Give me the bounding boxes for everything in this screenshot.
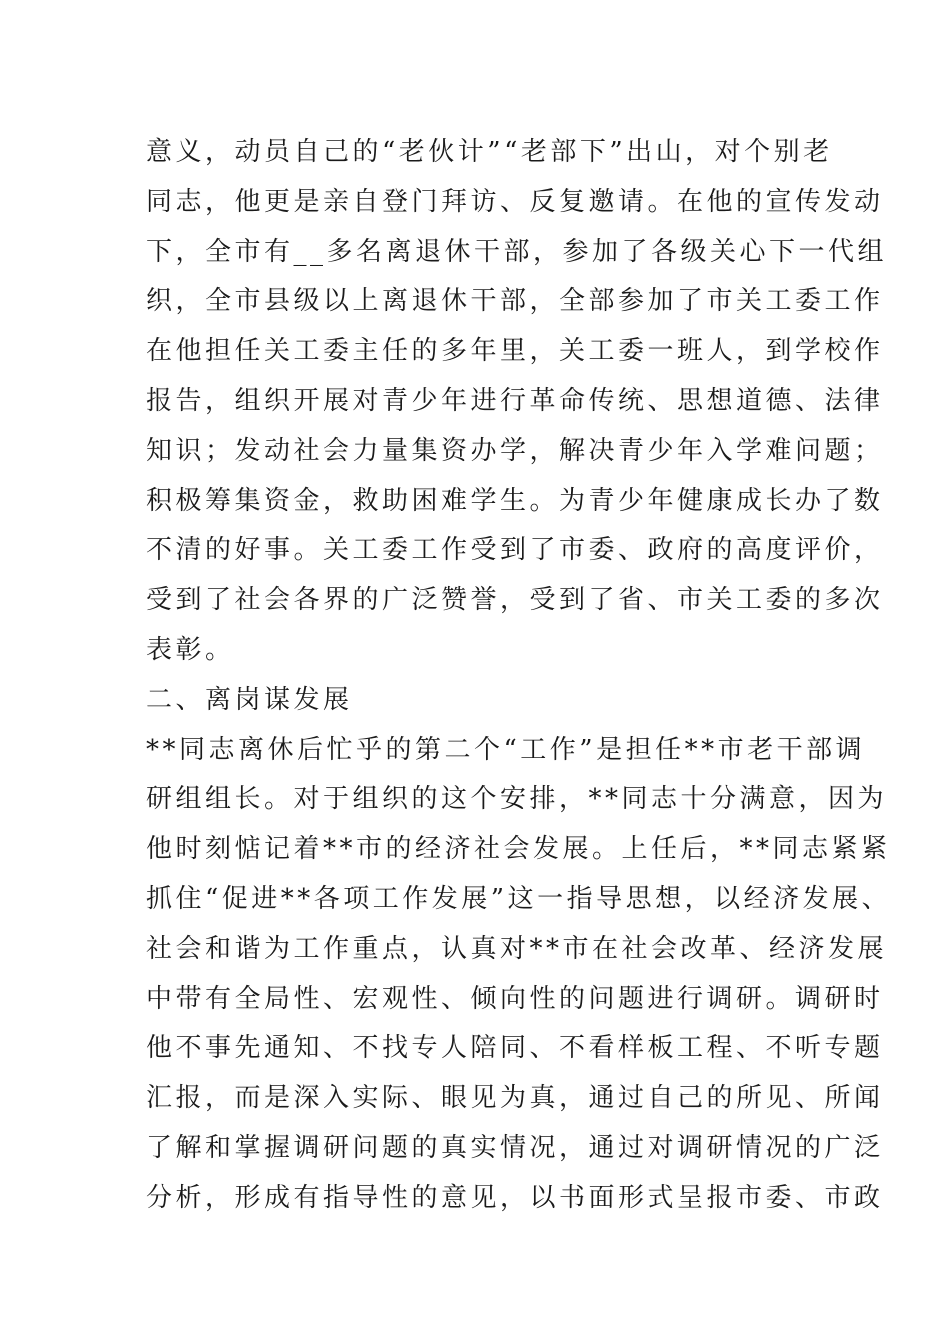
text-line: 知识；发动社会力量集资办学，解决青少年入学难问题； [146,435,884,466]
text-line: 意义，动员自己的“老伙计”“老部下”出山，对个别老 [146,137,833,167]
text-line: 在他担任关工委主任的多年里，关工委一班人，到学校作 [146,336,884,367]
text-line: 分析，形成有指导性的意见，以书面形式呈报市委、市政 [146,1182,884,1213]
text-line: 他不事先通知、不找专人陪同、不看样板工程、不听专题 [146,1033,884,1064]
text-line: 积极筹集资金，救助困难学生。为青少年健康成长办了数 [146,485,884,516]
text-line: 中带有全局性、宏观性、倾向性的问题进行调研。调研时 [146,983,884,1014]
text-line: 汇报，而是深入实际、眼见为真，通过自己的所见、所闻 [146,1083,884,1114]
text-line: 报告，组织开展对青少年进行革命传统、思想道德、法律 [146,385,884,416]
text-line: 表彰。 [146,634,235,665]
text-line: 不清的好事。关工委工作受到了市委、政府的高度评价， [146,535,884,566]
text-line: 同志，他更是亲自登门拜访、反复邀请。在他的宣传发动 [146,186,884,217]
body-text [146,128,892,1224]
text-line: 研组组长。对于组织的这个安排，**同志十分满意，因为 [146,784,888,815]
text-line: 织，全市县级以上离退休干部，全部参加了市关工委工作 [146,286,884,317]
text-line: 他时刻惦记着**市的经济社会发展。上任后，**同志紧紧 [146,834,891,865]
text-line: **同志离休后忙乎的第二个“工作”是担任**市老干部调 [146,734,866,765]
section-heading: 二、离岗谋发展 [146,684,353,715]
text-line: 了解和掌握调研问题的真实情况，通过对调研情况的广泛 [146,1132,884,1163]
text-line: 受到了社会各界的广泛赞誉，受到了省、市关工委的多次 [146,585,884,616]
text-line: 社会和谐为工作重点，认真对**市在社会改革、经济发展 [146,933,888,964]
text-line: 下，全市有__多名离退休干部，参加了各级关心下一代组 [146,236,888,267]
text-line: 抓住“促进**各项工作发展”这一指导思想，以经济发展、 [146,883,892,914]
